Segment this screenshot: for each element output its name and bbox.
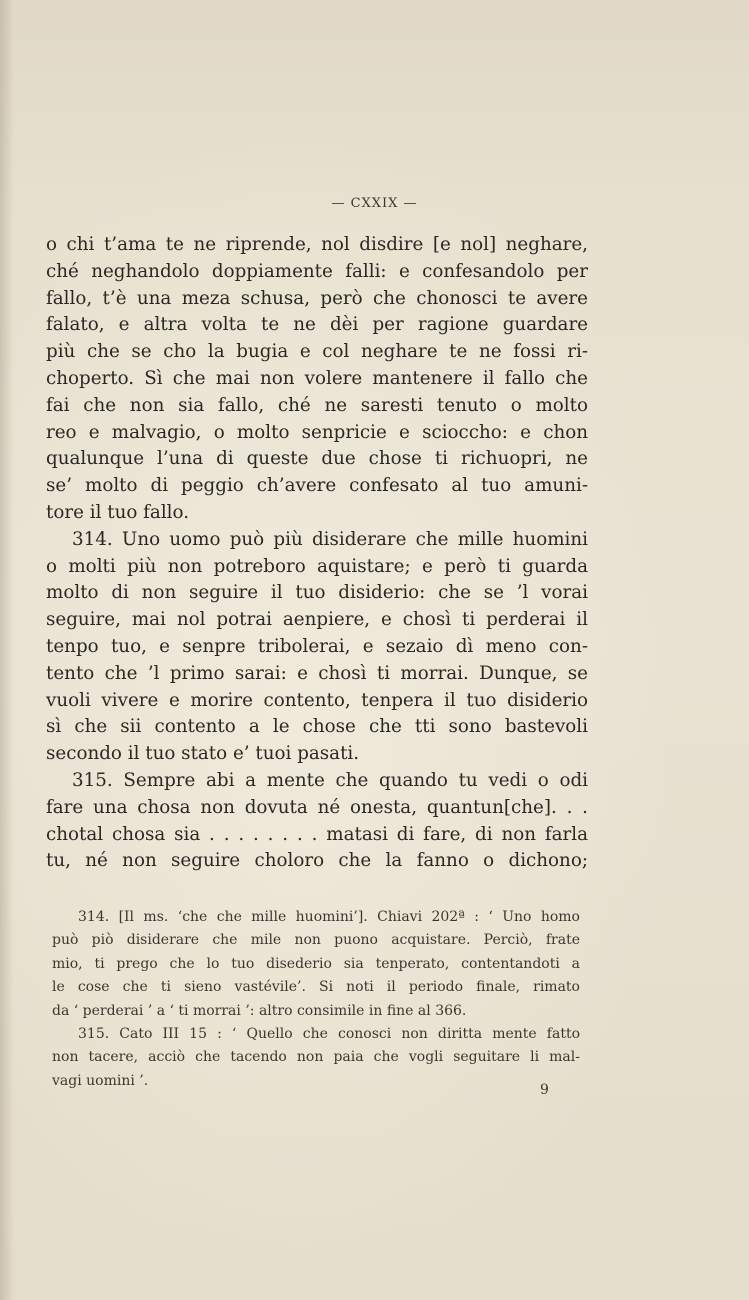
footnote-line: mio, ti prego che lo tuo disederio sia tenperato, contentandoti a xyxy=(52,955,580,972)
text-line: chotal chosa sia . . . . . . . . matasi di fare, di non farla xyxy=(46,823,588,845)
page-edge-shadow xyxy=(0,0,14,1300)
footnote-line: le cose che ti sieno vastévile’. Si noti il periodo finale, rimato xyxy=(52,979,580,996)
text-line: secondo il tuo stato e’ tuoi pasati. xyxy=(46,743,360,765)
text-line: tu, né non seguire choloro che la fanno o dichono; xyxy=(46,850,588,872)
text-line: vuoli vivere e morire contento, tenpera il tuo disiderio xyxy=(46,689,588,711)
text-line: sì che sii contento a le chose che tti sono bastevoli xyxy=(46,716,588,738)
paragraph-314-start: 314. Uno uomo può più disiderare che mille huomini xyxy=(72,528,588,550)
page-header: — CXXIX — xyxy=(331,196,418,211)
footnote-line: da ‘ perderai ’ a ‘ ti morrai ’: altro consimile in fine al 366. xyxy=(52,1002,467,1019)
text-line: tento che ’l primo sarai: e chosì ti morrai. Dunque, se xyxy=(46,662,588,684)
text-line: falato, e altra volta te ne dèi per ragione guardare xyxy=(46,314,588,336)
text-line: ché neghandolo doppiamente falli: e confesandolo per xyxy=(46,260,588,282)
footnote-314-start: 314. [Il ms. ‘che che mille huomini’]. Chiavi 202ª : ‘ Uno homo xyxy=(78,909,580,925)
footnote-line: può piò disiderare che mile non puono acquistare. Perciò, frate xyxy=(52,932,580,949)
main-text xyxy=(46,232,588,875)
text-line: tenpo tuo, e senpre tribolerai, e sezaio dì meno con- xyxy=(46,635,588,657)
text-line: più che se cho la bugia e col neghare te ne fossi ri- xyxy=(46,341,588,363)
text-line: qualunque l’una di queste due chose ti richuopri, ne xyxy=(46,448,588,470)
text-line: tore il tuo fallo. xyxy=(46,501,190,523)
text-line: seguire, mai nol potrai aenpiere, e chosì ti perderai il xyxy=(46,609,588,631)
footnote-line: non tacere, acciò che tacendo non paia che vogli seguitare li mal- xyxy=(52,1049,580,1066)
text-line: se’ molto di peggio ch’avere confesato al tuo amuni- xyxy=(46,475,588,497)
footnote-315-start: 315. Cato III 15 : ‘ Quello che conosci non diritta mente fatto xyxy=(78,1026,580,1043)
text-line: o chi t’ama te ne riprende, nol disdire [e nol] neghare, xyxy=(46,234,588,255)
paragraph-315-start: 315. Sempre abi a mente che quando tu vedi o odi xyxy=(72,769,588,791)
text-line: reo e malvagio, o molto senpricie e sciocchо: e chon xyxy=(46,421,588,443)
text-line: choperto. Sì che mai non volere mantenere il fallo che xyxy=(46,367,588,389)
signature-mark: 9 xyxy=(540,1082,549,1098)
text-line: fare una chosa non dovuta né onesta, quantun[che]. . . xyxy=(46,796,588,818)
footnote-line: vagi uomini ’. xyxy=(52,1072,149,1089)
text-line: o molti più non potreboro aquistare; e però ti guarda xyxy=(46,555,588,577)
text-line: fai che non sia fallo, ché ne saresti tenuto o molto xyxy=(46,394,588,416)
text-line: molto di non seguire il tuo disiderio: che se ’l vorai xyxy=(46,582,588,604)
text-line: fallo, t’è una meza schusa, però che chonosci te avere xyxy=(46,287,588,309)
footnotes xyxy=(52,906,580,1093)
